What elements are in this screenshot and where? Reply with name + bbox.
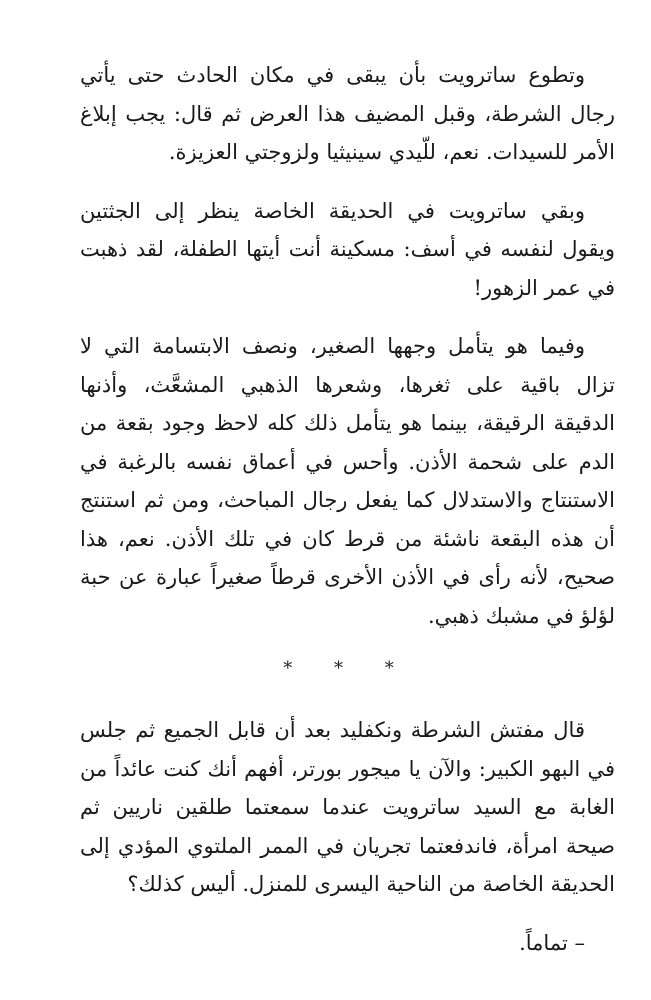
book-page-text: [80, 56, 615, 982]
paragraph-2: وبقي ساترويت في الحديقة الخاصة ينظر إلى الجثتين ويقول لنفسه في أسف: مسكينة أنت أيتها الطفلة، لقد ذهبت في عمر الزهور!: [80, 198, 615, 300]
paragraph-1: وتطوع ساترويت بأن يبقى في مكان الحادث حتى يأتي رجال الشرطة، وقبل المضيف هذا العرض ثم قال: يجب إبلاغ الأمر للسيدات. نعم، للّيدي سينيثيا ولزوجتي العزيزة.: [80, 63, 615, 164]
paragraph-4: قال مفتش الشرطة ونكفليد بعد أن قابل الجميع ثم جلس في البهو الكبير: والآن يا ميجور بورتر، أفهم أنك كنت عائداً من الغابة مع السيد ساترويت عندما سمعتما طلقين ناريين ثم صيحة امرأة، فاندفعتما تجريان في الممر الملتوي المؤدي إلى الحديقة الخاصة من الناحية اليسرى للمنزل. أليس كذلك؟: [80, 718, 615, 896]
dialogue-line: – تماماً.: [519, 930, 585, 955]
section-separator: * * *: [283, 658, 412, 679]
paragraph-3: وفيما هو يتأمل وجهها الصغير، ونصف الابتسامة التي لا تزال باقية على ثغرها، وشعرها الذهبي المشعَّث، وأذنها الدقيقة الرقيقة، بينما هو يتأمل ذلك كله لاحظ وجود بقعة من الدم على شحمة الأذن. وأحس في أعماق نفسه بالرغبة في الاستنتاج والاستدلال كما يفعل رجال المباحث، ومن ثم استنتج أن هذه البقعة ناشئة من قرط كان في تلك الأذن. نعم، هذا صحيح، لأنه رأى في الأذن الأخرى قرطاً صغيراً عبارة عن حبة لؤلؤ في مشبك ذهبي.: [80, 334, 615, 628]
